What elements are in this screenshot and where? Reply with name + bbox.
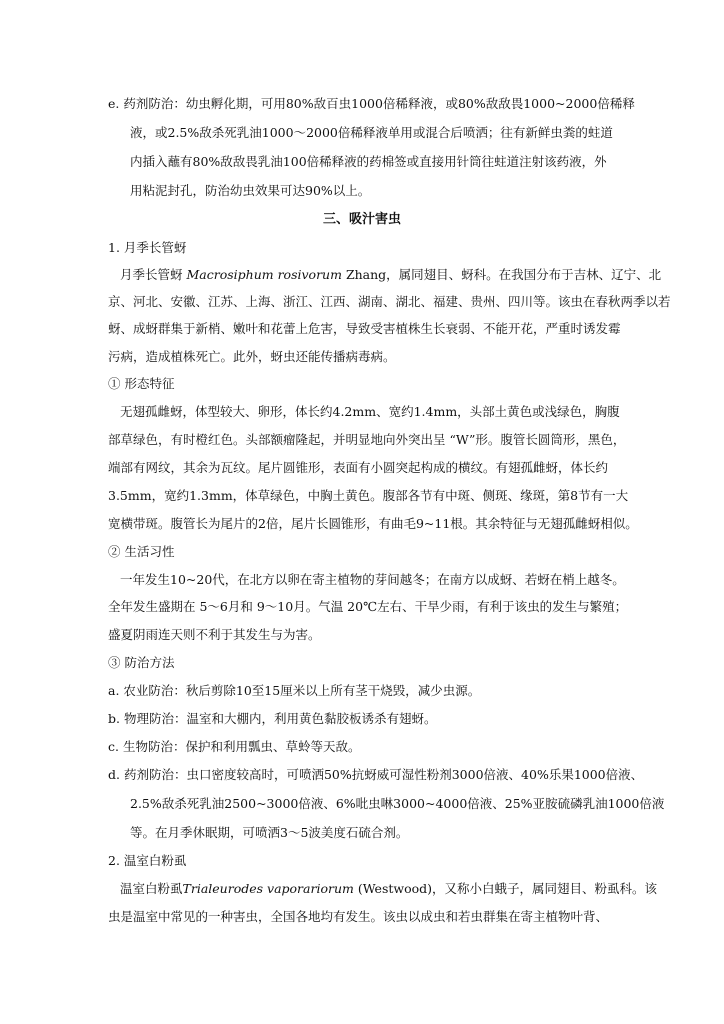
latin-name-aphid: Macrosiphum rosivorum xyxy=(186,267,342,282)
section-title: 三、吸汁害虫 xyxy=(322,212,401,227)
document-page: e. 药剂防治：幼虫孵化期，可用80%敌百虫1000倍稀释液，或80%敌敌畏1000~2000倍稀释 液，或2.5%敌杀死乳油1000～2000倍稀释液单用或混合后喷洒；往有新鲜虫粪的蛀道 内插入蘸有80%敌敌畏乳油100倍稀释液的药棉签或直接用针筒往蛀道注射该药液，外 用粘泥封孔，防治幼虫效果可达90%以上。 三、吸汁害虫 1. 月季长管蚜 月季长管蚜 Macrosiphum rosivorum Zhang，属同翅目、蚜科。在我国分布于吉林、辽宁、北 京、河北、安徽、江苏、上海、浙江、江西、湖南、湖北、福建、贵州、四川等。该虫在春秋两季以若 蚜、成蚜群集于新梢、嫩叶和花蕾上危害，导致受害植株生长衰弱、不能开花，严重时诱发霉 污病，造成植株死亡。此外，蚜虫还能传播病毒病。 ① 形态特征 无翅孤雌蚜，体型较大、卵形，体长约4.2mm、宽约1.4mm，头部土黄色或浅绿色，胸腹 部草绿色，有时橙红色。头部额瘤隆起，并明显地向外突出呈 “W”形。腹管长圆筒形，黑色， 端部有网纹，其余为瓦纹。尾片圆锥形，表面有小圆突起构成的横纹。有翅孤雌蚜，体长约 3.5mm，宽约1.3mm，体草绿色，中胸土黄色。腹部各节有中斑、侧斑、缘斑，第8节有一大 宽横带斑。腹管长为尾片的2倍，尾片长圆锥形，有曲毛9~11根。其余特征与无翅孤雌蚜相似。 ② 生活习性 一年发生10~20代，在北方以卵在寄主植物的芽间越冬；在南方以成蚜、若蚜在梢上越冬。 全年发生盛期在 5～6月和 9～10月。气温 20℃左右、干旱少雨，有利于该虫的发生与繁殖； 盛夏阴雨连天则不利于其发生与为害。 ③ 防治方法 a. 农业防治：秋后剪除10至15厘米以上所有茎干烧毁，减少虫源。 b. 物理防治：温室和大棚内，利用黄色黏胶板诱杀有翅蚜。 c. 生物防治：保护和利用瓢虫、草蛉等天敌。 d. 药剂防治：虫口密度较高时，可喷洒50%抗蚜威可湿性粉剂3000倍液、40%乐果1000倍液、 2.5%敌杀死乳油2500~3000倍液、6%吡虫啉3000~4000倍液、25%亚胺硫磷乳油1000倍液 等。在月季休眠期，可喷洒3～5波美度石硫合剂。 2. 温室白粉虱 温室白粉虱Trialeurodes vaporariorum (Westwood)，又称小白蛾子，属同翅目、粉虱科。该 虫是温室中常见的一种害虫，全国各地均有发生。该虫以成虫和若虫群集在寄主植物叶背、 xyxy=(0,0,724,1024)
latin-name-whitefly: Trialeurodes vaporariorum xyxy=(182,881,354,896)
